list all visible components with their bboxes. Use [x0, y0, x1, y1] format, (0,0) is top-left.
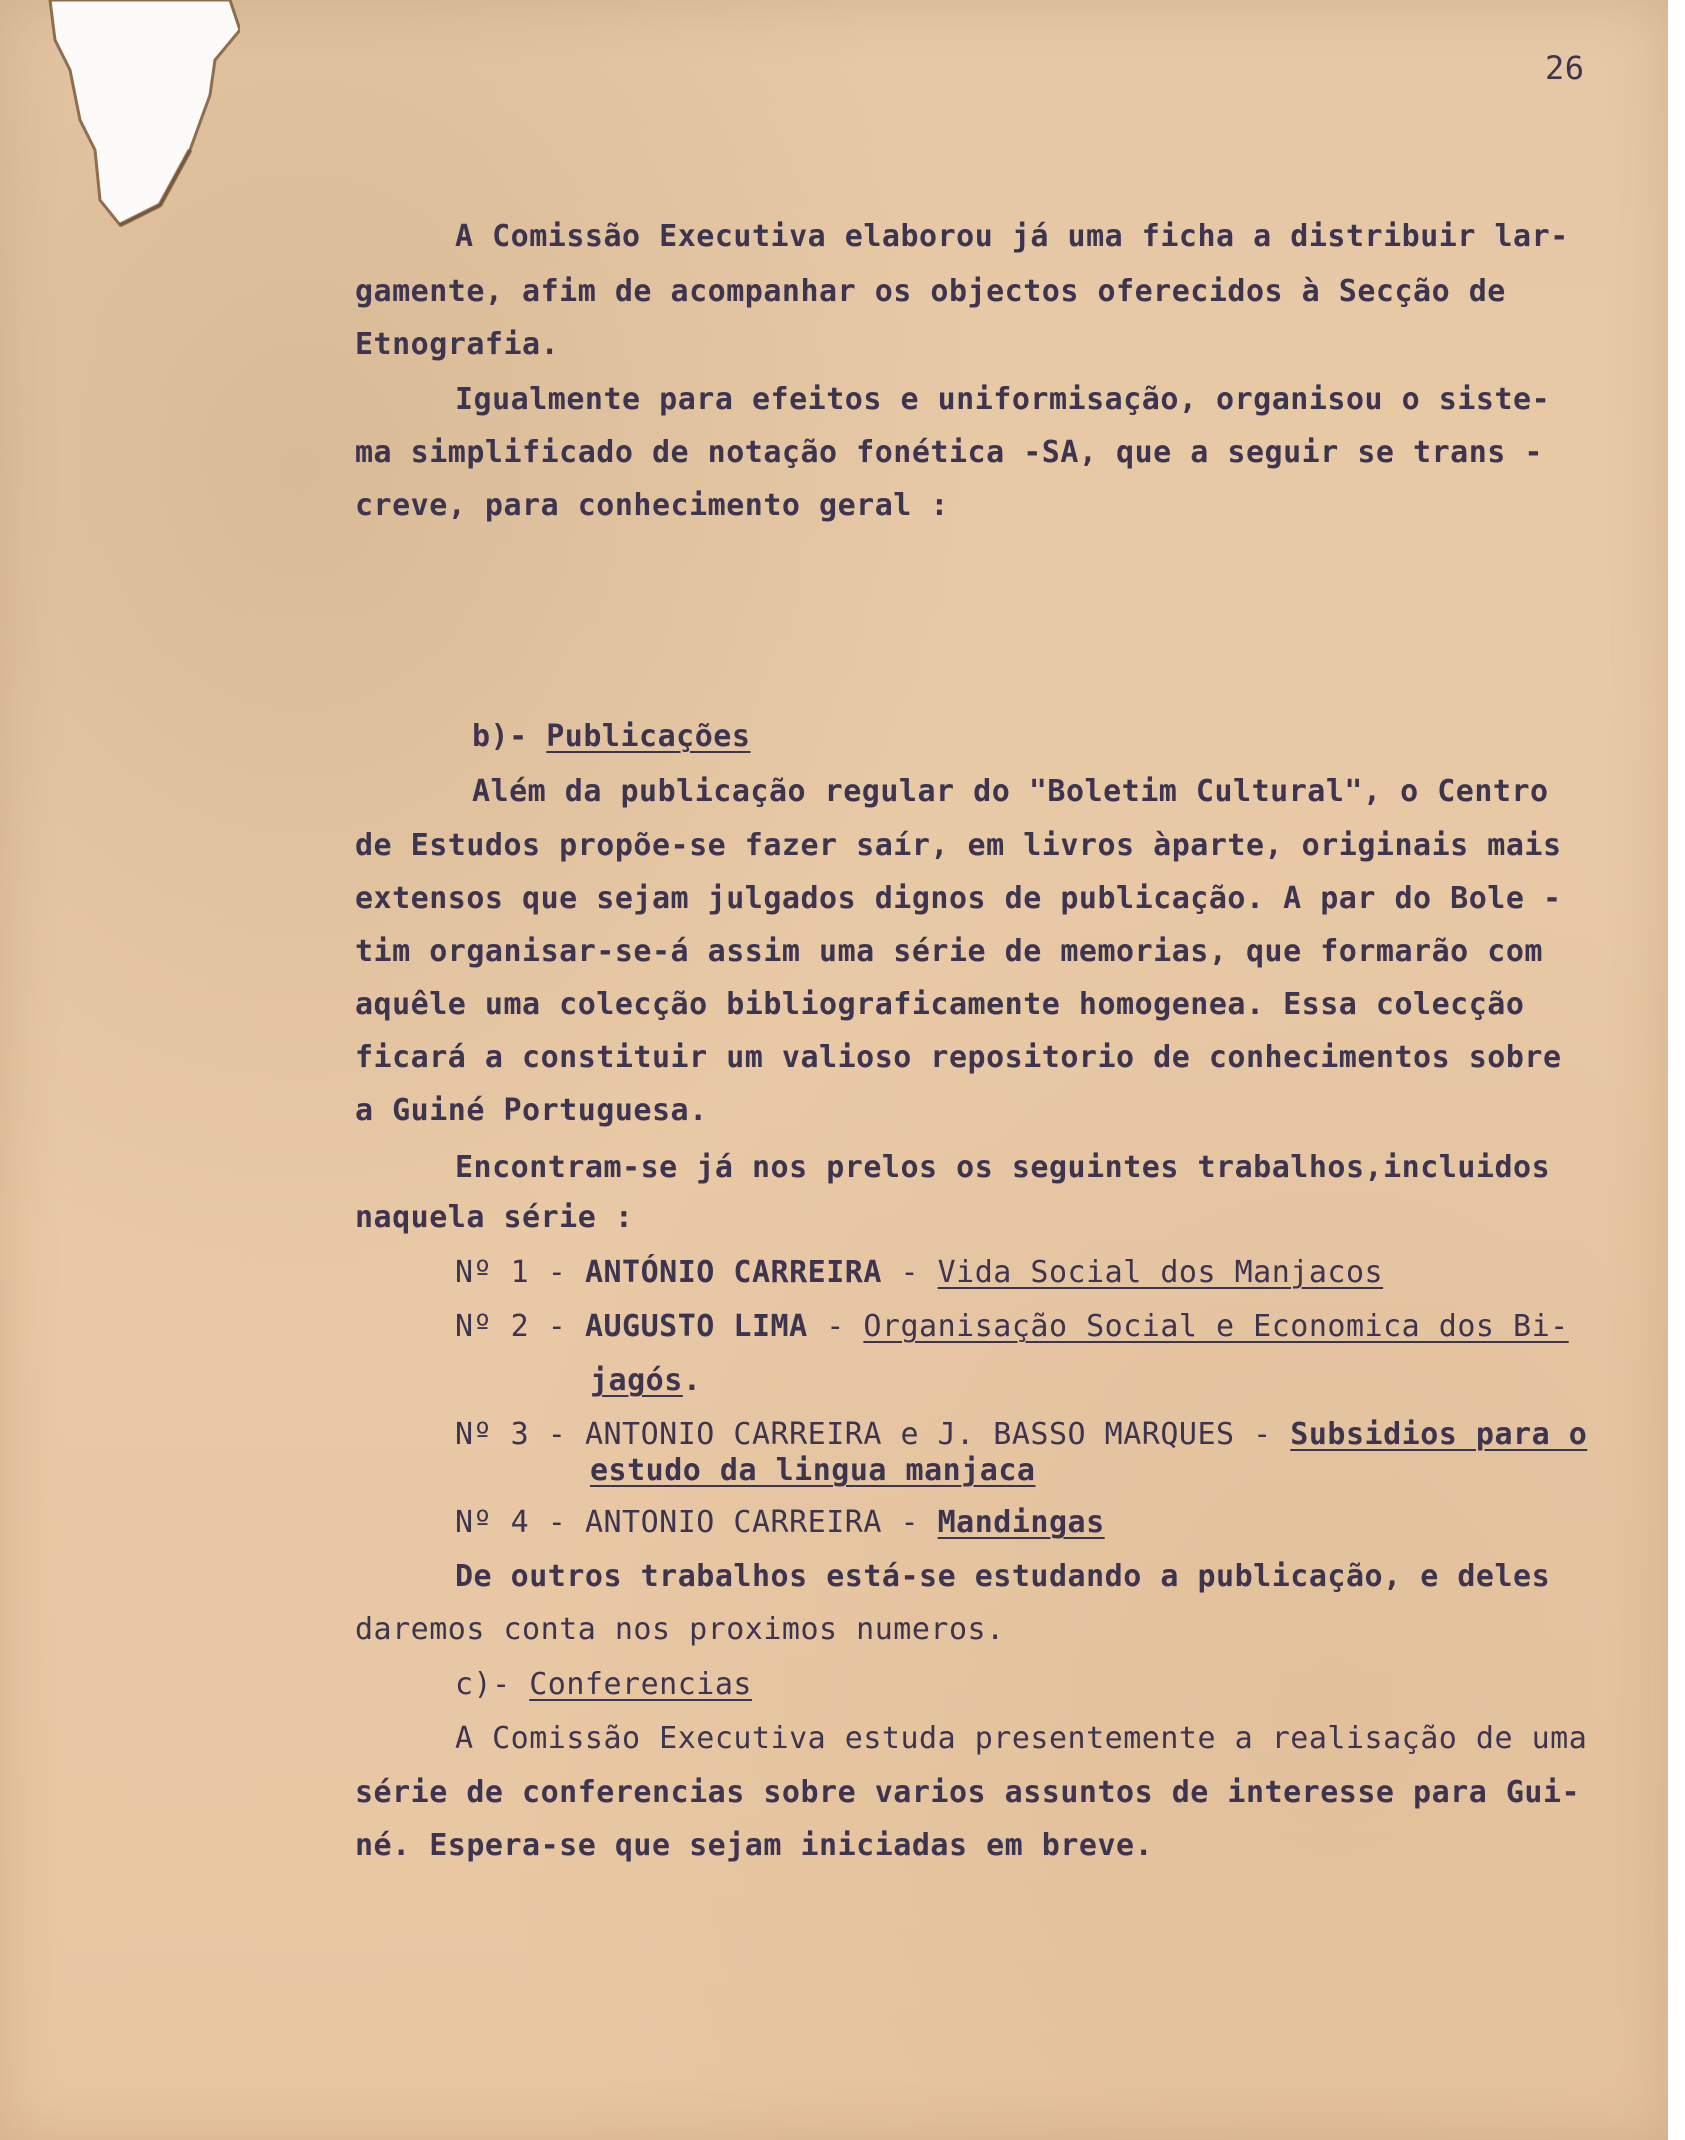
- conferencias-line-2: série de conferencias sobre varios assuntos de interesse para Gui-: [355, 1775, 1581, 1810]
- publicacoes-closing-2: daremos conta nos proximos numeros.: [355, 1612, 1005, 1647]
- conferencias-heading-title: Conferencias: [529, 1667, 752, 1702]
- conferencias-heading-prefix: c)-: [455, 1667, 530, 1702]
- work-title-end: .: [682, 1363, 702, 1398]
- conferencias-line-3: né. Espera-se que sejam iniciadas em breve.: [355, 1828, 1154, 1863]
- work-number: Nº 1 -: [455, 1255, 585, 1290]
- work-title-continued: estudo da lingua manjaca: [590, 1453, 1036, 1488]
- publicacoes-line-8: Encontram-se já nos prelos os seguintes trabalhos,incluidos: [455, 1150, 1551, 1185]
- work-title: Mandingas: [937, 1505, 1105, 1540]
- work-separator: -: [807, 1309, 864, 1344]
- work-title: Subsidios para o: [1290, 1417, 1588, 1452]
- intro-line-3: Etnografia.: [355, 327, 560, 362]
- publicacoes-line-1: Além da publicação regular do "Boletim Cultural", o Centro: [472, 774, 1549, 809]
- publicacoes-heading-title: Publicações: [546, 719, 751, 754]
- work-author: ANTONIO CARREIRA e J. BASSO MARQUES: [584, 1417, 1235, 1452]
- intro-line-4: Igualmente para efeitos e uniformisação, organisou o siste-: [455, 382, 1551, 417]
- work-title-continued: jagós: [590, 1363, 683, 1398]
- work-number: Nº 2 -: [455, 1309, 585, 1344]
- conferencias-heading: [455, 1667, 752, 1702]
- work-author: ANTONIO CARREIRA: [584, 1505, 882, 1540]
- publicacoes-line-2: de Estudos propõe-se fazer saír, em livros àparte, originais mais: [355, 828, 1562, 863]
- work-author: ANTÓNIO CARREIRA: [584, 1255, 882, 1290]
- publicacoes-line-5: aquêle uma colecção bibliograficamente homogenea. Essa colecção: [355, 987, 1525, 1022]
- intro-line-5: ma simplificado de notação fonética -SA, que a seguir se trans -: [355, 435, 1543, 470]
- work-item-4: [455, 1505, 1105, 1540]
- work-item-2-continued: [590, 1363, 702, 1398]
- work-item-2: [455, 1309, 1569, 1344]
- work-title: Vida Social dos Manjacos: [937, 1255, 1384, 1290]
- work-author: AUGUSTO LIMA: [584, 1309, 808, 1344]
- publicacoes-heading: [472, 719, 751, 754]
- conferencias-line-1: A Comissão Executiva estuda presentemente a realisação de uma: [455, 1721, 1588, 1756]
- work-title: Organisação Social e Economica dos Bi-: [863, 1309, 1569, 1344]
- publicacoes-line-4: tim organisar-se-á assim uma série de memorias, que formarão com: [355, 934, 1543, 969]
- work-separator: -: [881, 1505, 938, 1540]
- page-number: 26: [1545, 49, 1585, 87]
- publicacoes-closing-1: De outros trabalhos está-se estudando a publicação, e deles: [455, 1559, 1551, 1594]
- work-number: Nº 4 -: [455, 1505, 585, 1540]
- intro-line-1: A Comissão Executiva elaborou já uma ficha a distribuir lar-: [455, 219, 1569, 254]
- work-number: Nº 3 -: [455, 1417, 585, 1452]
- work-separator: -: [881, 1255, 938, 1290]
- publicacoes-line-3: extensos que sejam julgados dignos de publicação. A par do Bole -: [355, 881, 1562, 916]
- publicacoes-heading-prefix: b)-: [472, 719, 547, 754]
- work-item-3-continued: [590, 1453, 1036, 1488]
- publicacoes-line-7: a Guiné Portuguesa.: [355, 1093, 708, 1128]
- work-item-3: [455, 1417, 1588, 1452]
- publicacoes-line-9: naquela série :: [355, 1200, 634, 1235]
- work-separator: -: [1234, 1417, 1291, 1452]
- publicacoes-line-6: ficará a constituir um valioso repositorio de conhecimentos sobre: [355, 1040, 1562, 1075]
- work-item-1: [455, 1255, 1384, 1290]
- intro-line-6: creve, para conhecimento geral :: [355, 488, 949, 523]
- torn-hole: [40, 0, 240, 230]
- intro-line-2: gamente, afim de acompanhar os objectos oferecidos à Secção de: [355, 274, 1506, 309]
